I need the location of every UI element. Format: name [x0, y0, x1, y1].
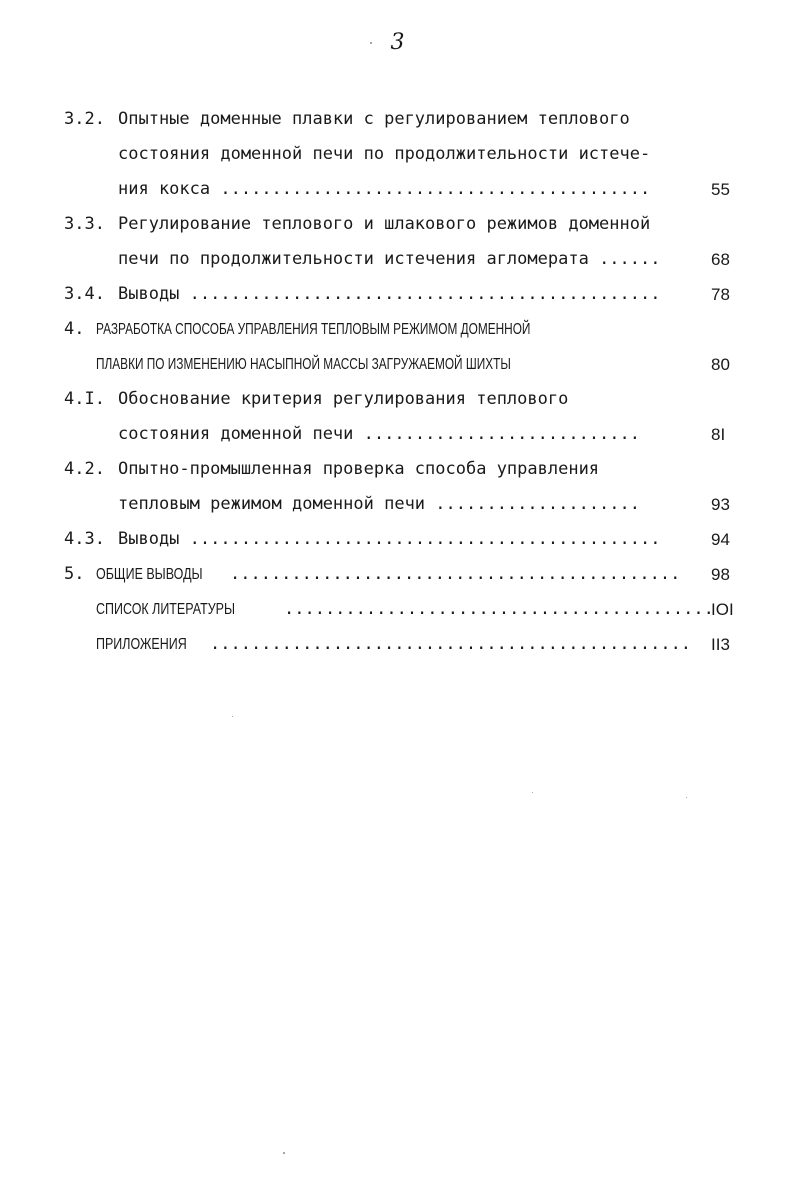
toc-entry-page: 55: [711, 180, 730, 199]
toc-entry-title-line: состояния доменной печи по продолжительности истече-: [118, 144, 651, 164]
toc-entry-title-line: Регулирование теплового и шлакового режимов доменной: [118, 214, 651, 234]
scan-speck: [370, 42, 372, 44]
toc-entry-title-line: Выводы ..............................................: [118, 284, 661, 304]
toc-entry-title-line: Выводы ..............................................: [118, 529, 661, 549]
scan-speck: [283, 1152, 285, 1154]
dot-leader: ...............................................: [210, 634, 692, 654]
toc-entry-number: 4.3.: [64, 529, 105, 549]
toc-entry-title-line: тепловым режимом доменной печи ....................: [118, 494, 640, 514]
toc-entry-page: II3: [711, 635, 730, 654]
toc-entry-page: 94: [711, 530, 730, 549]
page-number: 3: [390, 30, 405, 55]
toc-entry-title-line: ния кокса ..........................................: [118, 179, 651, 199]
scan-speck: [232, 716, 233, 717]
toc-entry-number: 4.: [64, 319, 85, 339]
toc-entry-page: IOI: [711, 600, 734, 619]
table-of-contents: [0, 102, 795, 662]
toc-entry-page: 80: [711, 355, 730, 374]
toc-entry-number: 4.I.: [64, 389, 105, 409]
dot-leader: ..........................................: [284, 599, 714, 619]
toc-entry-title-line: печи по продолжительности истечения агломерата ......: [118, 249, 661, 269]
toc-entry-title-line: Опытно-промышленная проверка способа управления: [118, 459, 600, 479]
toc-entry-page: 93: [711, 495, 730, 514]
dot-leader: ..............................................: [189, 284, 661, 304]
toc-entry-page: 68: [711, 250, 730, 269]
dot-leader: ..............................................: [189, 529, 661, 549]
toc-entry-3-2: [0, 102, 795, 207]
toc-entry-title-line: ПЛАВКИ ПО ИЗМЕНЕНИЮ НАСЫПНОЙ МАССЫ ЗАГРУЖАЕМОЙ ШИХТЫ: [96, 356, 511, 373]
toc-entry-appendices: [0, 627, 795, 662]
toc-entry-4-3: [0, 522, 795, 557]
toc-entry-number: 3.3.: [64, 214, 105, 234]
toc-entry-title-line: РАЗРАБОТКА СПОСОБА УПРАВЛЕНИЯ ТЕПЛОВЫМ РЕЖИМОМ ДОМЕННОЙ: [96, 321, 531, 338]
toc-entry-page: 8I: [711, 425, 726, 444]
toc-entry-title-line: ПРИЛОЖЕНИЯ: [96, 636, 187, 653]
toc-entry-title-line: Обоснование критерия регулирования теплового: [118, 389, 569, 409]
toc-entry-4: [0, 312, 795, 382]
dot-leader: ............................................: [230, 564, 681, 584]
dot-leader: ..........................................: [220, 179, 651, 199]
toc-entry-title-line: ОБЩИЕ ВЫВОДЫ: [96, 566, 203, 583]
dot-leader: ....................: [435, 494, 640, 514]
toc-entry-title-line: СПИСОК ЛИТЕРАТУРЫ: [96, 601, 236, 618]
toc-entry-4-1: [0, 382, 795, 452]
toc-entry-3-3: [0, 207, 795, 277]
toc-entry-number: 4.2.: [64, 459, 105, 479]
toc-entry-page: 98: [711, 565, 730, 584]
dot-leader: ...........................: [363, 424, 640, 444]
scan-speck: [532, 792, 533, 793]
toc-entry-number: 5.: [64, 564, 85, 584]
dot-leader: ......: [599, 249, 661, 269]
toc-entry-number: 3.2.: [64, 109, 105, 129]
toc-entry-bibliography: [0, 592, 795, 627]
toc-entry-5: [0, 557, 795, 592]
toc-entry-title-line: состояния доменной печи ...........................: [118, 424, 640, 444]
toc-entry-page: 78: [711, 285, 730, 304]
scan-speck: [686, 797, 687, 798]
toc-entry-title-line: Опытные доменные плавки с регулированием теплового: [118, 109, 630, 129]
toc-entry-4-2: [0, 452, 795, 522]
toc-entry-number: 3.4.: [64, 284, 105, 304]
toc-entry-3-4: [0, 277, 795, 312]
